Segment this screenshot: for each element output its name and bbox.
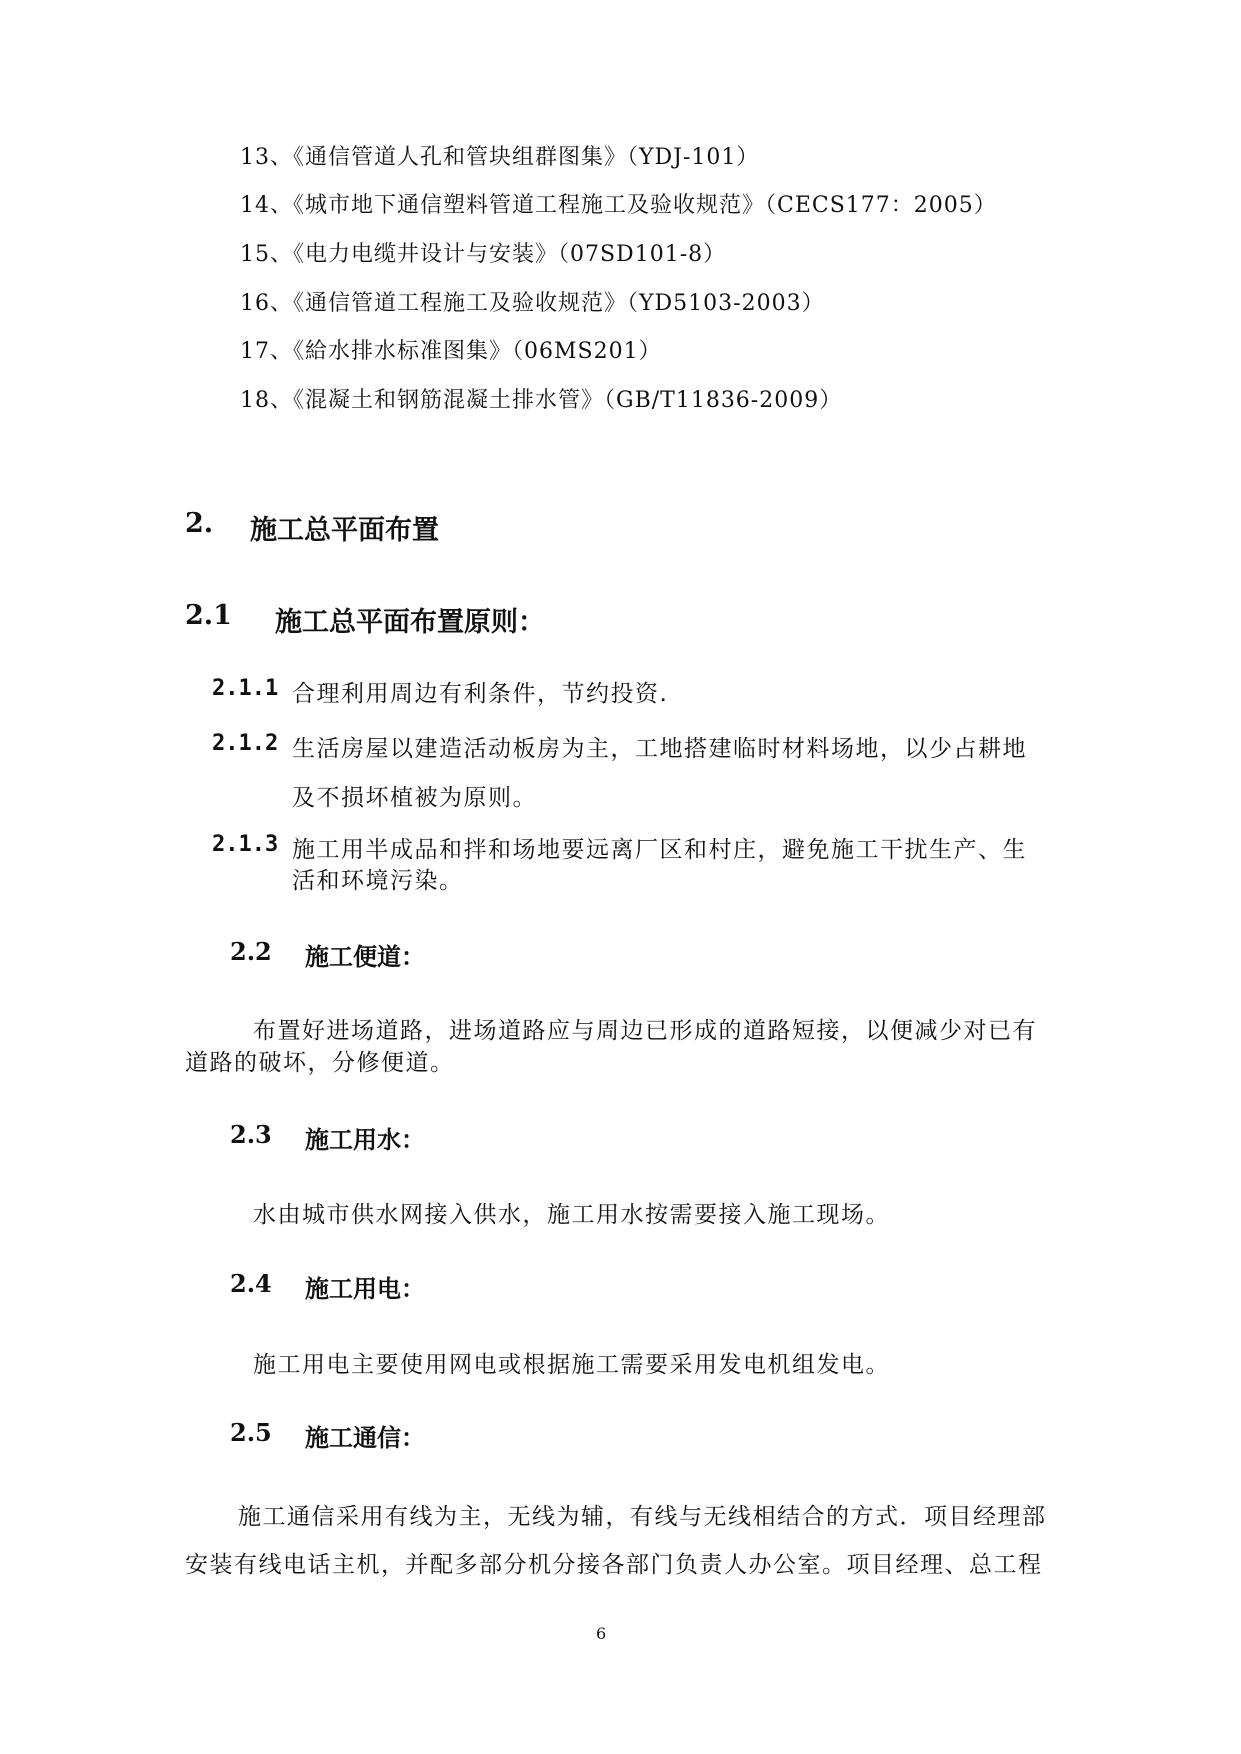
item-2-1-1-text: 合理利用周边有利条件，节约投资. [292, 681, 669, 707]
section-2-5-text-line2: 安装有线电话主机，并配多部分机分接各部门负责人办公室。项目经理、总工程 [185, 1552, 1043, 1578]
section-2-3-title: 施工用水： [305, 1125, 425, 1154]
section-2-2-number: 2.2 [230, 937, 272, 966]
section-2-3-text: 水由城市供水网接入供水，施工用水按需要接入施工现场。 [253, 1202, 890, 1228]
section-2-5-number: 2.5 [230, 1418, 272, 1447]
section-2-1-title: 施工总平面布置原则： [275, 607, 545, 638]
section-2-3-number: 2.3 [230, 1120, 272, 1149]
item-2-1-2-number: 2.1.2 [212, 731, 279, 756]
section-2-title: 施工总平面布置 [250, 515, 439, 546]
item-2-1-3-number: 2.1.3 [212, 832, 279, 857]
item-2-1-3-text-line1: 施工用半成品和拌和场地要远离厂区和村庄，避免施工干扰生产、生 [292, 837, 1027, 863]
reference-item-13: 13、《通信管道人孔和管块组群图集》（YDJ-101） [240, 145, 760, 170]
section-2-2-text-line2: 道路的破坏，分修便道。 [185, 1050, 455, 1076]
page-number: 6 [596, 1624, 607, 1643]
item-2-1-1-number: 2.1.1 [212, 676, 279, 701]
reference-item-18: 18、《混凝土和钢筋混凝土排水管》（GB/T11836-2009） [240, 388, 843, 413]
section-2-5-text-line1: 施工通信采用有线为主，无线为辅，有线与无线相结合的方式．项目经理部 [238, 1504, 1047, 1530]
section-2-1-number: 2.1 [185, 600, 232, 631]
item-2-1-2-text-line2: 及不损坏植被为原则。 [292, 785, 537, 811]
item-2-1-3-text-line2: 活和环境污染。 [292, 868, 464, 894]
reference-item-16: 16、《通信管道工程施工及验收规范》（YD5103-2003） [240, 291, 825, 316]
section-2-4-title: 施工用电： [305, 1274, 425, 1303]
section-2-4-number: 2.4 [230, 1269, 272, 1298]
section-2-2-title: 施工便道： [305, 942, 425, 971]
section-2-4-text: 施工用电主要使用网电或根据施工需要采用发电机组发电。 [253, 1352, 890, 1378]
section-2-2-text-line1: 布置好进场道路，进场道路应与周边已形成的道路短接，以便减少对已有 [253, 1018, 1037, 1044]
reference-item-15: 15、《电力电缆井设计与安装》（07SD101-8） [240, 242, 727, 267]
section-2-5-title: 施工通信： [305, 1423, 425, 1452]
section-2-number: 2. [185, 508, 214, 539]
reference-item-14: 14、《城市地下通信塑料管道工程施工及验收规范》（CECS177：2005） [240, 193, 997, 218]
item-2-1-2-text-line1: 生活房屋以建造活动板房为主，工地搭建临时材料场地，以少占耕地 [292, 736, 1027, 762]
reference-item-17: 17、《給水排水标准图集》（06MS201） [240, 339, 662, 364]
